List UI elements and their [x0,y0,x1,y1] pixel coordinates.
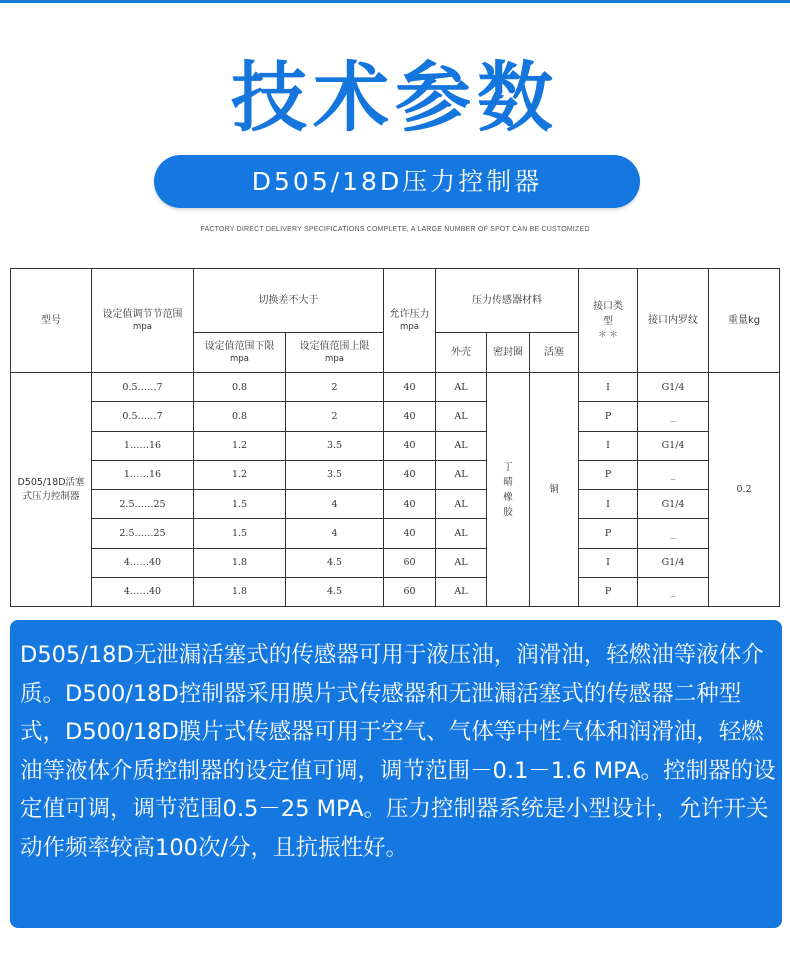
cell-port: P [579,402,638,431]
cell-range: 2.5……25 [92,490,194,519]
cell-shell: AL [436,373,487,402]
header-allow-pressure-unit: mpa [400,321,419,332]
page-title: 技术参数 [231,53,559,142]
header-seal: 密封圈 [487,333,530,373]
header-thread: 接口内罗纹 [638,269,709,373]
cell-port: P [579,519,638,548]
cell-shell: AL [436,460,487,489]
header-allow-pressure-label: 允许压力 [389,308,430,320]
cell-range: 0.5……7 [92,402,194,431]
table-row [11,431,780,460]
cell-upper: 3.5 [286,431,384,460]
table-row [11,460,780,489]
cell-thread: G1/4 [638,548,709,577]
model-name: D505/18D活塞式压力控制器 [17,476,85,502]
cell-lower: 1.2 [194,431,286,460]
description-text: D505/18D无泄漏活塞式的传感器可用于液压油，润滑油，轻燃油等液体介质。D500/18D控制器采用膜片式传感器和无泄漏活塞式的传感器二种型式，D500/18D膜片式传感器可用于空气、气体等中性气体和润滑油，轻燃油等液体介质控制器的设定值可调，调节范围－0.1－1.6 MPA。控制器的设定值可调，调节范围0.5－25 MPA。压力控制器系统是小型设计，允许开关动作频率较高100次/分，且抗振性好。 [20,642,776,861]
cell-upper: 4 [286,490,384,519]
cell-pressure: 40 [384,490,436,519]
cell-thread: _ [638,577,709,606]
header-lower-label: 设定值范围下限 [204,340,275,352]
top-accent-line [0,0,790,3]
header-allow-pressure [384,269,436,373]
description-box [10,620,782,928]
cell-port: I [579,373,638,402]
cell-lower: 1.8 [194,548,286,577]
cell-pressure: 40 [384,373,436,402]
cell-shell: AL [436,519,487,548]
cell-upper: 3.5 [286,460,384,489]
header-lower [194,333,286,373]
header-range-unit: mpa [133,321,152,332]
cell-pressure: 40 [384,519,436,548]
cell-thread: G1/4 [638,373,709,402]
model-title-pill: D505/18D压力控制器 [154,155,640,208]
tagline: FACTORY DIRECT DELIVERY SPECIFICATIONS COMPLETE, A LARGE NUMBER OF SPOT CAN BE CUSTOMIZED [200,226,590,233]
cell-pressure: 40 [384,431,436,460]
cell-port: I [579,548,638,577]
cell-lower: 0.8 [194,402,286,431]
cell-port: I [579,431,638,460]
cell-upper: 4.5 [286,577,384,606]
header-upper-unit: mpa [325,353,344,364]
header-range-label: 设定值调节节范围 [102,308,183,320]
cell-range: 4……40 [92,577,194,606]
cell-upper: 2 [286,402,384,431]
header-shell: 外壳 [436,333,487,373]
model-name-cell [11,373,92,607]
cell-shell: AL [436,402,487,431]
header-port-type-label: 接口类型 [593,301,624,327]
seal-cell [487,373,530,607]
cell-thread: G1/4 [638,431,709,460]
table-row [11,577,780,606]
header-piston: 活塞 [530,333,579,373]
cell-thread: G1/4 [638,490,709,519]
table-row [11,402,780,431]
header-switch-diff: 切换差不大于 [194,269,384,333]
header-port-type [579,269,638,373]
cell-range: 4……40 [92,548,194,577]
header-range [92,269,194,373]
table-row [11,519,780,548]
piston-cell: 铜 [530,373,579,607]
header-upper-label: 设定值范围上限 [299,340,370,352]
cell-pressure: 60 [384,577,436,606]
cell-shell: AL [436,577,487,606]
spec-table [10,268,780,607]
header-lower-unit: mpa [230,353,249,364]
header-weight: 重量kg [709,269,780,373]
cell-range: 1……16 [92,460,194,489]
cell-thread: _ [638,402,709,431]
cell-range: 2.5……25 [92,519,194,548]
table-row [11,373,780,402]
cell-shell: AL [436,431,487,460]
cell-lower: 1.2 [194,460,286,489]
header-upper [286,333,384,373]
header-sensor-material: 压力传感器材料 [436,269,579,333]
cell-upper: 4.5 [286,548,384,577]
cell-thread: _ [638,519,709,548]
cell-range: 1……16 [92,431,194,460]
seal-value: 丁晴橡胶 [503,461,513,518]
cell-shell: AL [436,490,487,519]
cell-upper: 4 [286,519,384,548]
cell-shell: AL [436,548,487,577]
cell-lower: 1.5 [194,519,286,548]
cell-port: P [579,460,638,489]
header-model: 型号 [11,269,92,373]
table-row [11,490,780,519]
cell-lower: 0.8 [194,373,286,402]
cell-upper: 2 [286,373,384,402]
cell-thread: _ [638,460,709,489]
weight-cell: 0.2 [709,373,780,607]
cell-port: P [579,577,638,606]
cell-pressure: 40 [384,402,436,431]
header-port-note: ＊ ＊ [598,330,618,340]
cell-lower: 1.8 [194,577,286,606]
cell-pressure: 40 [384,460,436,489]
cell-pressure: 60 [384,548,436,577]
cell-range: 0.5……7 [92,373,194,402]
table-row [11,548,780,577]
cell-lower: 1.5 [194,490,286,519]
cell-port: I [579,490,638,519]
